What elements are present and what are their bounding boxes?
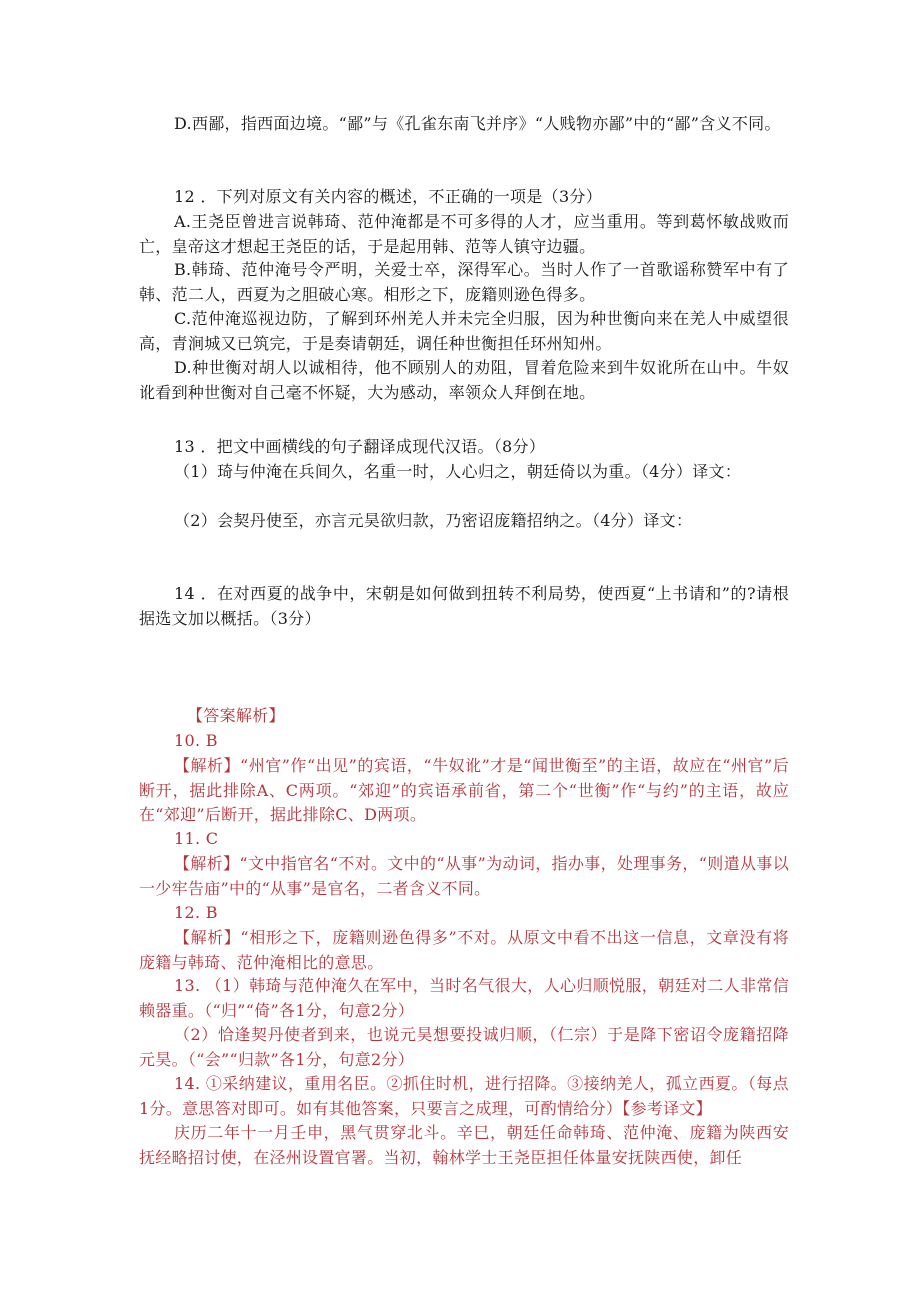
- answer-heading: 【答案解析】: [187, 706, 285, 725]
- q13-sentence-2: （2）会契丹使至，亦言元昊欲归款，乃密诏庞籍招纳之。（4分）译文：: [174, 511, 693, 530]
- answer-13-part-2: （2）恰逢契丹使者到来，也说元昊想要投诚归顺，（仁宗）于是降下密诏令庞籍招降元昊。（“会”“归款”各1分，句意2分）: [139, 1025, 789, 1069]
- q12-option-b: B.韩琦、范仲淹号令严明，关爱士卒，深得军心。当时人作了一首歌谣称赞军中有了韩、范二人，西夏为之胆破心寒。相形之下，庞籍则逊色得多。: [139, 260, 789, 304]
- q12-stem: 12 ．下列对原文有关内容的概述，不正确的一项是（3分）: [174, 187, 603, 206]
- reference-translation: 庆历二年十一月壬申，黑气贯穿北斗。辛巳，朝廷任命韩琦、范仲淹、庞籍为陕西安抚经略招讨使，在泾州设置官署。当初，翰林学士王尧臣担任体量安抚陕西使，卸任: [139, 1123, 789, 1167]
- answer-11-label: 11. C: [174, 829, 219, 848]
- q12-option-a: A.王尧臣曾进言说韩琦、范仲淹都是不可多得的人才，应当重用。等到葛怀敏战败而亡，皇帝这才想起王尧臣的话，于是起用韩、范等人镇守边疆。: [139, 212, 789, 256]
- q13-stem: 13 ．把文中画横线的句子翻译成现代汉语。（8分）: [174, 437, 546, 456]
- answer-11-text: 【解析】“文中指官名“不对。文中的“从事”为动词，指办事，处理事务，“则遣从事以一少牢告庙”中的“从事”是官名，二者含义不同。: [139, 854, 789, 898]
- q14-stem: 14 ．在对西夏的战争中，宋朝是如何做到扭转不利局势，使西夏“上书请和”的?请根据选文加以概括。（3分）: [139, 584, 789, 628]
- answer-10-label: 10. B: [174, 731, 218, 750]
- answer-12-label: 12. B: [174, 903, 218, 922]
- answer-10-text: 【解析】“州官”作“出见”的宾语，“牛奴讹”才是“闻世衡至”的主语，故应在“州官”后断开，据此排除A、C两项。“郊迎”的宾语承前省，第二个“世衡”作“与约”的主语，故应在“郊迎”后断开，据此排除C、D两项。: [139, 756, 789, 824]
- q13-sentence-1: （1）琦与仲淹在兵间久，名重一时，人心归之，朝廷倚以为重。（4分）译文：: [174, 462, 742, 481]
- answer-13-part-1: 13. （1）韩琦与范仲淹久在军中，当时名气很大，人心归顺悦服，朝廷对二人非常信赖器重。（“归”“倚”各1分，句意2分）: [139, 976, 789, 1020]
- q12-option-c: C.范仲淹巡视边防，了解到环州羌人并未完全归服，因为种世衡向来在羌人中威望很高，青涧城又已筑完，于是奏请朝廷，调任种世衡担任环州知州。: [139, 309, 789, 353]
- q12-option-d: D.种世衡对胡人以诚相待，他不顾别人的劝阻，冒着危险来到牛奴讹所在山中。牛奴讹看到种世衡对自己毫不怀疑，大为感动，率领众人拜倒在地。: [139, 358, 789, 402]
- answer-12-text: 【解析】“相形之下，庞籍则逊色得多”不对。从原文中看不出这一信息，文章没有将庞籍与韩琦、范仲淹相比的意思。: [139, 928, 789, 972]
- option-d-prev: D.西鄙，指西面边境。“鄙”与《孔雀东南飞并序》“人贱物亦鄙”中的“鄙”含义不同。: [174, 114, 781, 133]
- answer-14: 14. ①采纳建议，重用名臣。②抓住时机，进行招降。③接纳羌人，孤立西夏。（每点1分。意思答对即可。如有其他答案，只要言之成理，可酌情给分）【参考译文】: [139, 1074, 789, 1118]
